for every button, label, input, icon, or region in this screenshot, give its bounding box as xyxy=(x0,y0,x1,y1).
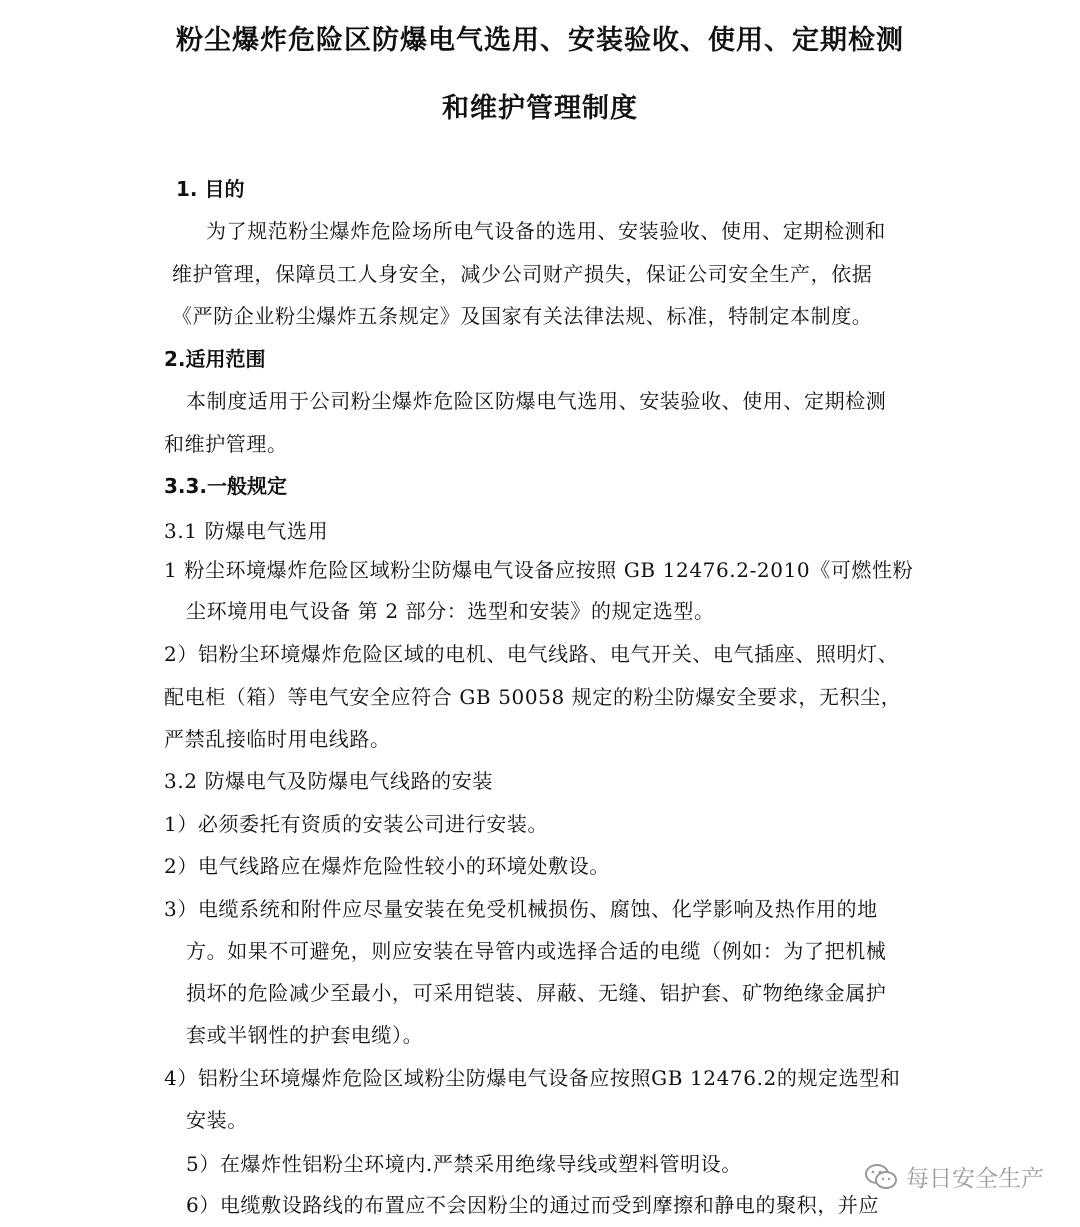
list-item-line: 损坏的危险减少至最小，可采用铠装、屏蔽、无缝、铝护套、矿物绝缘金属护 xyxy=(186,981,887,1005)
section-1-heading: 1. 目的 xyxy=(176,177,245,201)
section-1-paragraph-line: 维护管理，保障员工人身安全，减少公司财产损失，保证公司安全生产，依据 xyxy=(172,262,873,286)
list-item-line: 严禁乱接临时用电线路。 xyxy=(164,727,391,751)
list-item-line: 1）必须委托有资质的安装公司进行安装。 xyxy=(164,812,549,836)
wechat-icon xyxy=(864,1163,898,1191)
list-item-line: 5）在爆炸性铝粉尘环境内.严禁采用绝缘导线或塑料管明设。 xyxy=(186,1152,742,1176)
subsection-3-2-heading: 3.2 防爆电气及防爆电气线路的安装 xyxy=(164,769,493,793)
list-item-line: 4）铝粉尘环境爆炸危险区域粉尘防爆电气设备应按照GB 12476.2的规定选型和 xyxy=(164,1066,901,1090)
list-item-line: 配电柜（箱）等电气安全应符合 GB 50058 规定的粉尘防爆安全要求，无积尘， xyxy=(164,685,902,709)
watermark-text: 每日安全生产 xyxy=(906,1166,1044,1192)
list-item-line: 6）电缆敷设路线的布置应不会因粉尘的通过而受到摩擦和静电的聚积，并应 xyxy=(186,1193,880,1217)
subsection-3-1-heading: 3.1 防爆电气选用 xyxy=(164,519,329,543)
section-2-paragraph-line: 和维护管理。 xyxy=(164,432,288,456)
list-item-line: 安装。 xyxy=(186,1108,248,1132)
list-item-line: 套或半钢性的护套电缆）。 xyxy=(186,1023,424,1047)
section-1-paragraph-line: 《严防企业粉尘爆炸五条规定》及国家有关法律法规、标准，特制定本制度。 xyxy=(172,304,873,328)
document-title-line-2: 和维护管理制度 xyxy=(442,93,638,124)
section-3-heading: 3.3.一般规定 xyxy=(164,474,288,498)
watermark xyxy=(864,1160,1044,1193)
list-item-line: 方。如果不可避免，则应安装在导管内或选择合适的电缆（例如：为了把机械 xyxy=(186,939,887,963)
list-item-line: 3）电缆系统和附件应尽量安装在免受机械损伤、腐蚀、化学影响及热作用的地 xyxy=(164,897,878,921)
section-2-heading: 2.适用范围 xyxy=(164,347,266,371)
section-2-paragraph-line: 本制度适用于公司粉尘爆炸危险区防爆电气选用、安装验收、使用、定期检测 xyxy=(186,389,887,413)
list-item-line: 2）电气线路应在爆炸危险性较小的环境处敷设。 xyxy=(164,854,610,878)
section-1-paragraph-line: 为了规范粉尘爆炸危险场所电气设备的选用、安装验收、使用、定期检测和 xyxy=(206,219,886,243)
list-item-line: 尘环境用电气设备 第 2 部分：选型和安装》的规定选型。 xyxy=(186,599,715,623)
document-title-line-1: 粉尘爆炸危险区防爆电气选用、安装验收、使用、定期检测 xyxy=(176,25,904,56)
list-item-line: 2）铝粉尘环境爆炸危险区域的电机、电气线路、电气开关、电气插座、照明灯、 xyxy=(164,642,899,666)
list-item-line: 1 粉尘环境爆炸危险区域粉尘防爆电气设备应按照 GB 12476.2-2010《可燃性粉 xyxy=(164,558,914,582)
